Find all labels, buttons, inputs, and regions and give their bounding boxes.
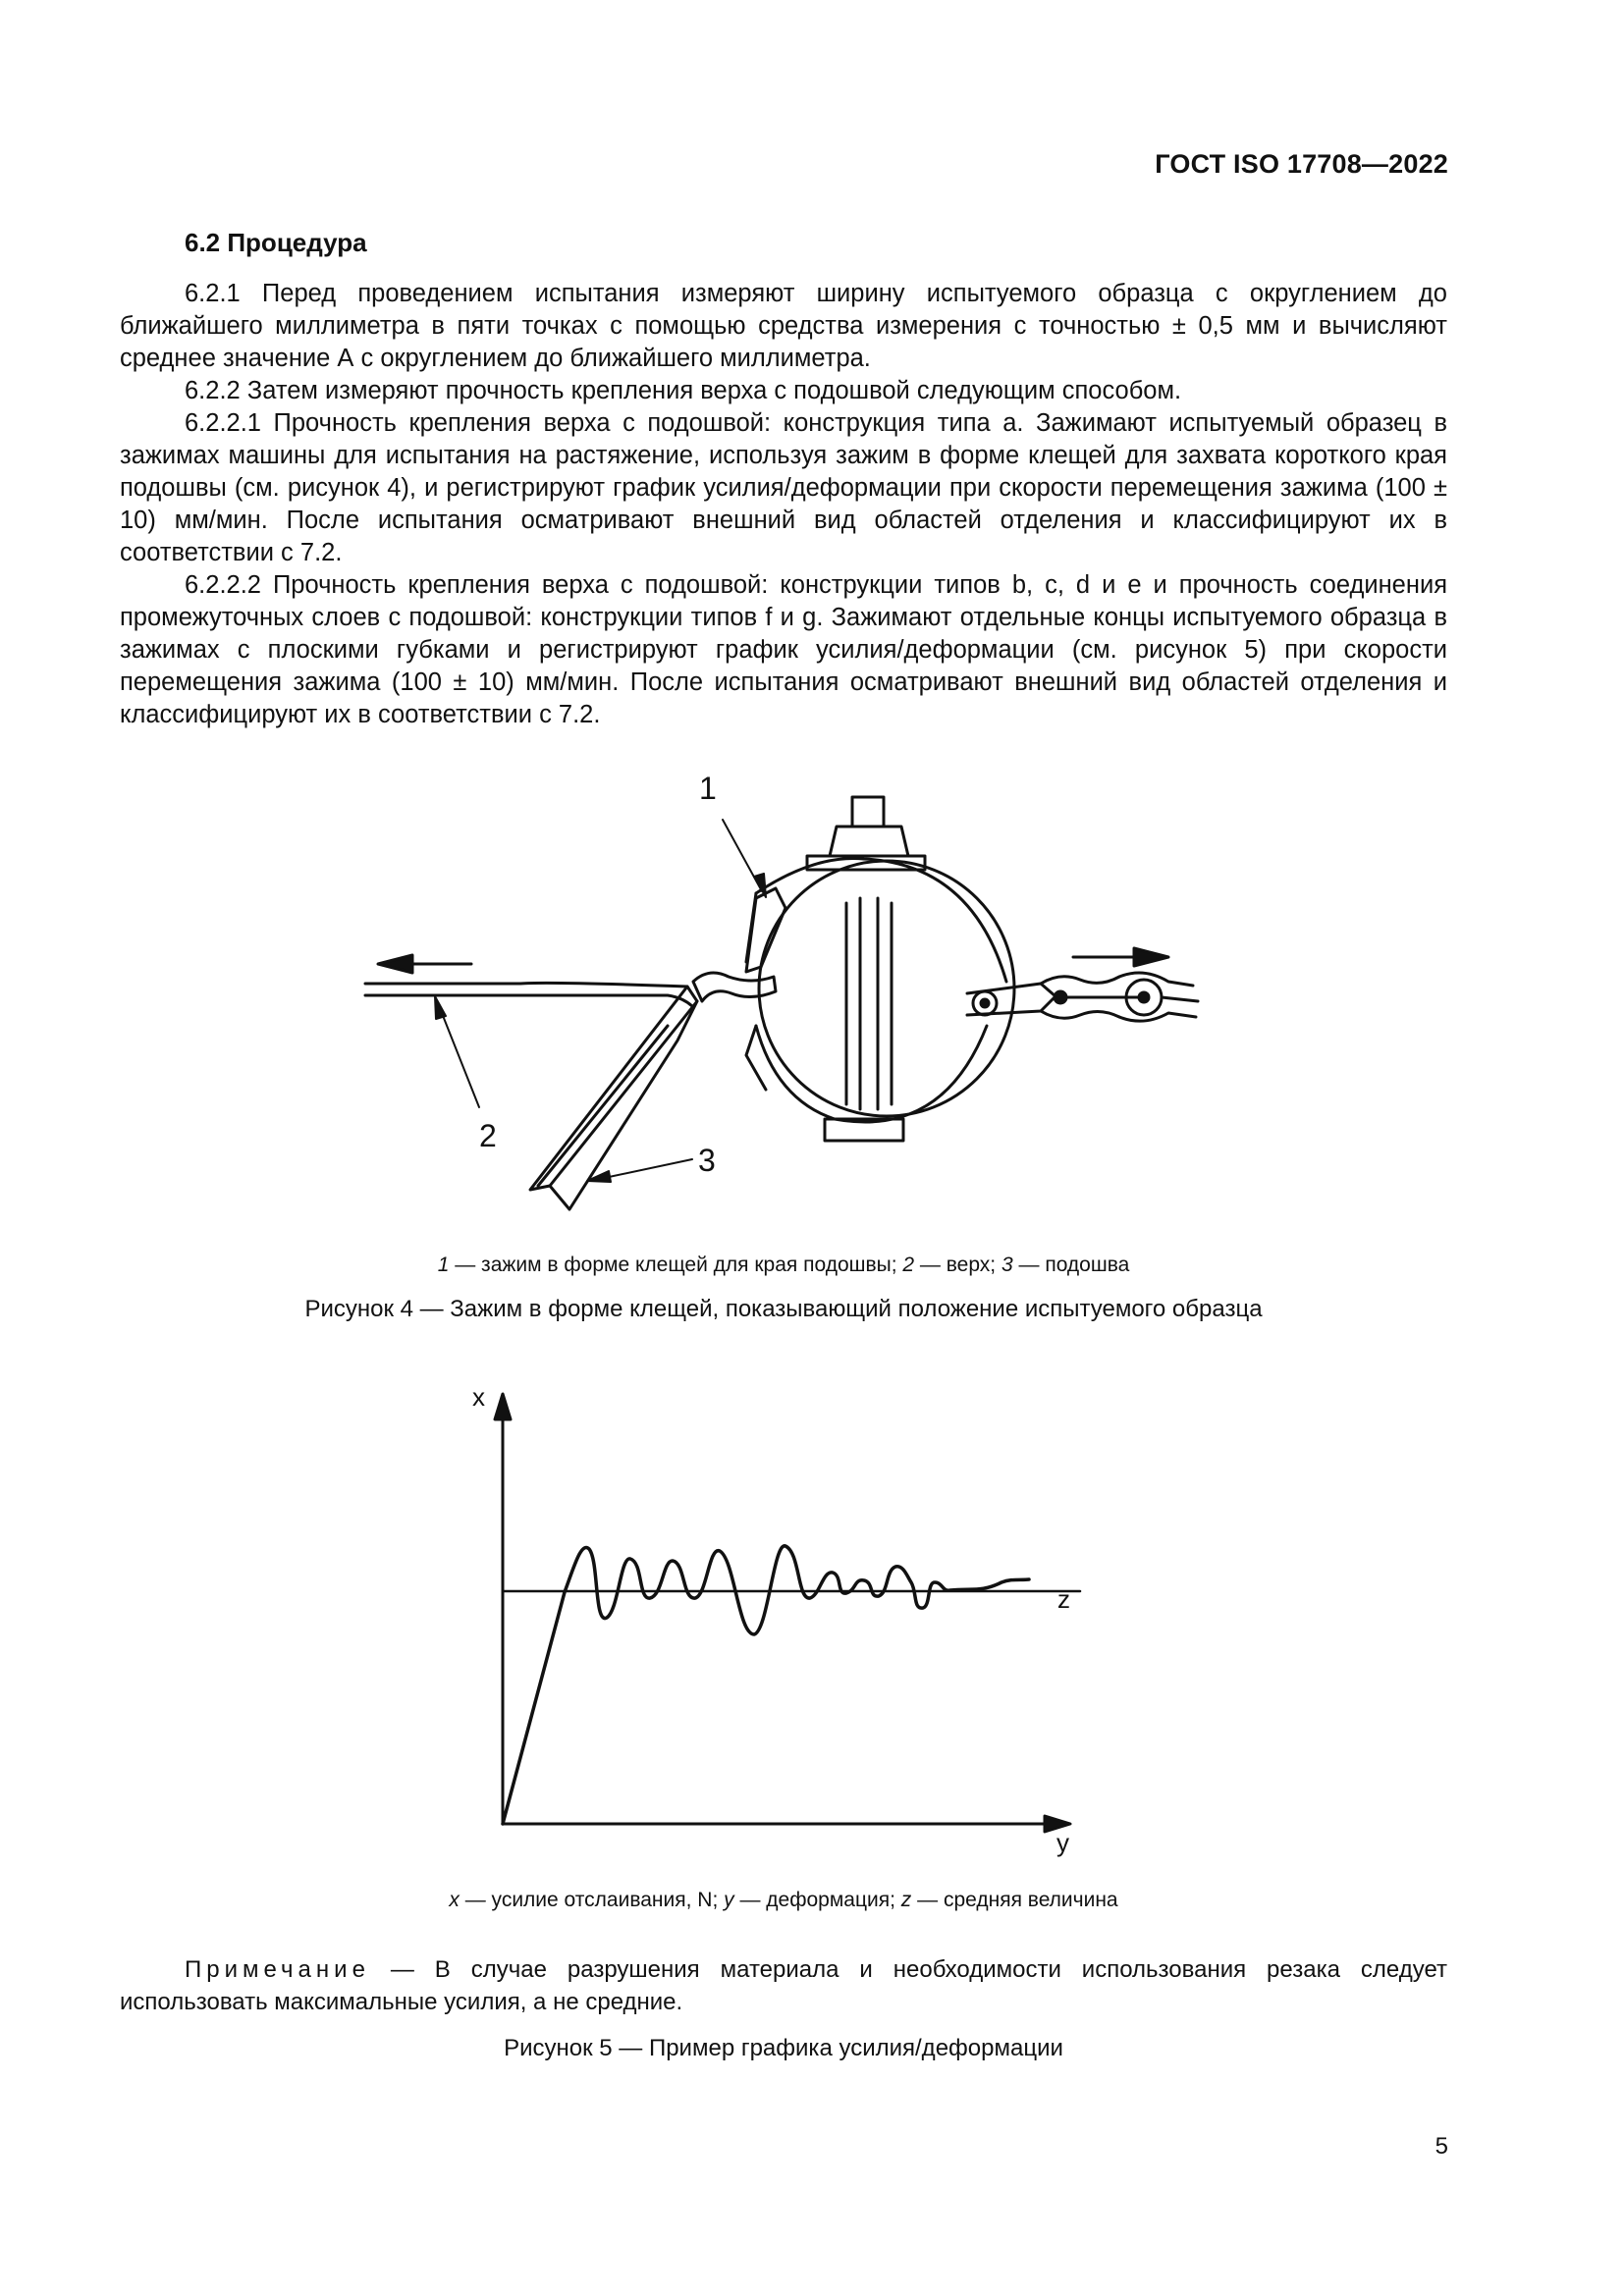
legend-key-z: z <box>900 1889 912 1911</box>
callout-2: 2 <box>479 1118 497 1153</box>
axis-label-z: z <box>1057 1584 1070 1614</box>
pull-arrow-right <box>1073 948 1168 966</box>
standard-designation: ГОСТ ISO 17708—2022 <box>1155 149 1448 179</box>
axis-label-y: y <box>1056 1828 1069 1857</box>
legend-text-1: — зажим в форме клещей для края подошвы; <box>449 1254 903 1276</box>
figure-5-graph <box>0 1374 1624 1857</box>
section-heading: 6.2 Процедура <box>185 228 367 257</box>
legend-text-y: — деформация; <box>733 1889 901 1911</box>
legend-key-x: x <box>449 1889 460 1911</box>
legend-key-3: 3 <box>1001 1254 1013 1276</box>
page-number: 5 <box>1435 2133 1448 2160</box>
legend-key-y: y <box>724 1889 734 1911</box>
axis-label-x: x <box>472 1382 485 1412</box>
legend-text-z: — средняя величина <box>911 1889 1118 1911</box>
paragraph-6-2-1: 6.2.1 Перед проведением испытания измеряют ширину испытуемого образца с округлением до ближайшего миллиметра в пяти точках с помощью средства измерения с точностью ± 0,5 мм и вычисляют среднее значение А с округлением до ближайшего миллиметра. <box>120 280 1447 372</box>
legend-key-2: 2 <box>902 1254 915 1276</box>
figure-5-caption: Рисунок 5 — Пример графика усилия/деформации <box>504 2035 1063 2061</box>
specimen-upper-and-sole <box>365 983 697 1209</box>
axis-x-force <box>495 1394 511 1824</box>
body-text <box>120 278 1447 731</box>
figure-4-diagram <box>0 756 1624 1227</box>
callout-3: 3 <box>698 1143 716 1178</box>
legend-text-3: — подошва <box>1012 1254 1130 1276</box>
paragraph-6-2-2-1: 6.2.2.1 Прочность крепления верха с подошвой: конструкция типа a. Зажимают испытуемый образец в зажимах машины для испытания на растяжение, используя зажим в форме клещей для захвата короткого края подошвы (см. рисунок 4), и регистрируют график усилия/деформации при скорости перемещения зажима (100 ± 10) мм/мин. После испытания осматривают внешний вид областей отделения и классифицируют их в соответствии с 7.2. <box>120 409 1447 566</box>
note-text: — В случае разрушения материала и необходимости использования резака следует использовать максимальные усилия, а не средние. <box>120 1956 1447 2015</box>
paragraph-6-2-2: 6.2.2 Затем измеряют прочность крепления верха с подошвой следующим способом. <box>185 377 1182 404</box>
legend-text-2: — верх; <box>914 1254 1001 1276</box>
pull-arrow-left <box>378 955 471 973</box>
force-curve <box>503 1546 1029 1824</box>
paragraph-6-2-2-2: 6.2.2.2 Прочность крепления верха с подошвой: конструкции типов b, c, d и e и прочность соединения промежуточных слоев с подошвой: конструкции типов f и g. Зажимают отдельные концы испытуемого образца в зажимах с плоскими губками и регистрируют график усилия/деформации (см. рисунок 5) при скорости перемещения зажима (100 ± 10) мм/мин. После испытания осматривают внешний вид областей отделения и классифицируют их в соответствии с 7.2. <box>120 571 1447 728</box>
callout-1: 1 <box>699 771 717 806</box>
note-block <box>120 1953 1447 2018</box>
pincer-jaw <box>693 888 785 1001</box>
figure-4-caption: Рисунок 4 — Зажим в форме клещей, показывающий положение испытуемого образца <box>304 1296 1263 1322</box>
figure-4-legend <box>120 1254 1447 1277</box>
note-label: Примечание <box>185 1956 370 1983</box>
figure-5-legend <box>120 1889 1447 1912</box>
legend-text-x: — усилие отслаивания, N; <box>459 1889 725 1911</box>
legend-key-1: 1 <box>437 1254 450 1276</box>
hinge-link <box>967 973 1198 1021</box>
axis-y-deformation <box>503 1816 1070 1832</box>
